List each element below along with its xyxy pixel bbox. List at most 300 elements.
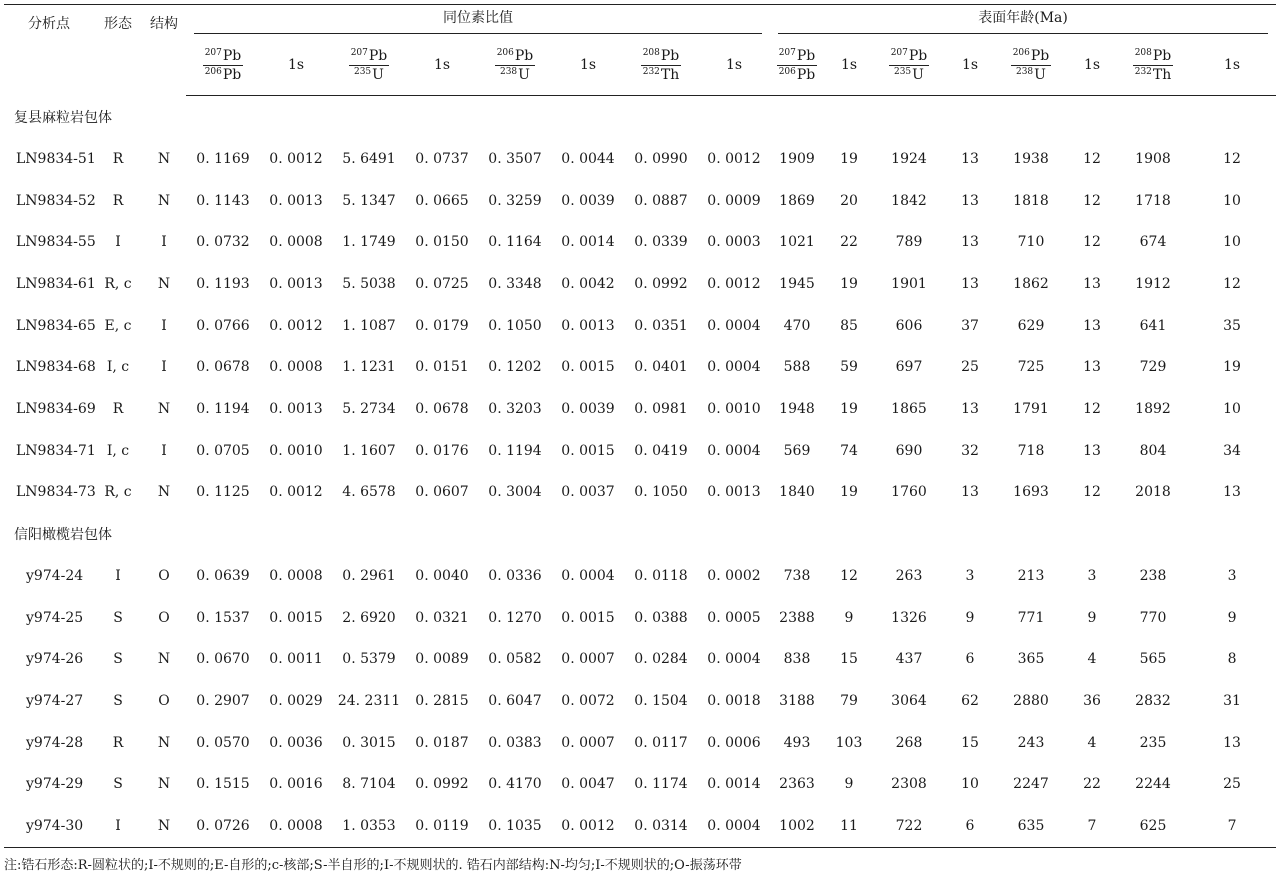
table-cell: 2308	[891, 776, 927, 793]
table-cell: 0. 0015	[561, 359, 615, 376]
table-cell: 0. 0007	[561, 734, 615, 751]
table-cell: I, c	[106, 442, 130, 459]
table-cell: 36	[1083, 693, 1101, 710]
table-cell: 1021	[779, 234, 815, 251]
table-cell: 4	[1087, 734, 1097, 751]
table-cell: 0. 1035	[478, 805, 552, 847]
table-cell: 1842	[891, 192, 927, 209]
table-cell: 13	[1223, 484, 1241, 501]
table-cell: 13	[961, 275, 979, 292]
table-cell: 1791	[1013, 400, 1049, 417]
table-row	[4, 430, 1276, 472]
table-cell: 0. 0042	[561, 275, 615, 292]
table-cell: 0. 1515	[196, 776, 250, 793]
table-cell: 1892	[1135, 400, 1171, 417]
table-cell: R, c	[104, 275, 132, 292]
table-cell: 13	[1083, 317, 1101, 334]
table-cell: 268	[895, 734, 923, 751]
table-header	[4, 5, 1276, 96]
table-cell: 15	[840, 651, 858, 668]
table-cell: 0. 0089	[415, 651, 469, 668]
table-cell: 9	[1087, 609, 1097, 626]
table-cell: R	[112, 400, 124, 417]
table-cell: 0. 0705	[196, 442, 250, 459]
analysis-point-cell: y974-26	[26, 651, 84, 668]
table-cell: 13	[961, 234, 979, 251]
table-cell: N	[157, 400, 171, 417]
table-cell: 470	[783, 317, 811, 334]
table-row	[4, 764, 1276, 806]
analysis-point-cell: y974-30	[4, 805, 94, 847]
table-cell: 2832	[1135, 693, 1171, 710]
table-cell: 0. 0013	[561, 317, 615, 334]
table-cell: 0. 0002	[707, 568, 761, 585]
table-cell: 0. 0010	[269, 442, 323, 459]
table-cell: 0. 4170	[488, 776, 542, 793]
age-col-header-0	[770, 35, 824, 96]
table-body	[4, 96, 1276, 848]
table-cell: 6	[965, 651, 975, 668]
table-cell: 635	[996, 805, 1066, 847]
table-cell: 0. 0639	[196, 568, 250, 585]
ratio-col-header-2	[478, 35, 552, 96]
table-cell: 0. 1174	[634, 776, 688, 793]
table-cell: 0. 0011	[269, 651, 323, 668]
table-cell: 13	[1083, 442, 1101, 459]
table-cell: 0. 1164	[488, 234, 542, 251]
table-cell: 0. 1194	[196, 400, 250, 417]
table-cell: 0. 0012	[269, 484, 323, 501]
table-cell: 0. 0012	[269, 317, 323, 334]
table-cell: 770	[1139, 609, 1167, 626]
table-cell: 0. 0766	[196, 317, 250, 334]
table-cell: 13	[961, 484, 979, 501]
table-cell: 0. 0678	[415, 400, 469, 417]
table-cell: 0. 0582	[488, 651, 542, 668]
table-cell: 0. 1504	[634, 693, 688, 710]
table-cell: 213	[1017, 568, 1045, 585]
table-cell: 1760	[891, 484, 927, 501]
col-header-point: 分析点	[28, 16, 70, 32]
table-cell: 0. 0009	[707, 192, 761, 209]
table-cell: 1948	[779, 400, 815, 417]
table-cell: 0. 1050	[634, 484, 688, 501]
table-cell: 19	[840, 400, 858, 417]
table-cell: 10	[1223, 192, 1241, 209]
table-cell: 789	[895, 234, 923, 251]
table-cell: 12	[1083, 150, 1101, 167]
table-row	[4, 346, 1276, 388]
table-cell: 19	[1223, 359, 1241, 376]
table-cell: 13	[961, 192, 979, 209]
table-cell: 3	[965, 568, 975, 585]
ratio-sigma-header-1: 1s	[406, 35, 478, 96]
table-cell: 0. 1194	[488, 442, 542, 459]
table-row	[4, 388, 1276, 430]
table-cell: 1908	[1135, 150, 1171, 167]
table-cell: 0. 0284	[634, 651, 688, 668]
table-cell: 1924	[891, 150, 927, 167]
ratio-sigma-header-2: 1s	[552, 35, 624, 96]
table-cell: R	[112, 192, 124, 209]
table-cell: 12	[1083, 192, 1101, 209]
table-cell: 0. 0607	[415, 484, 469, 501]
table-cell: 0. 0150	[415, 234, 469, 251]
table-cell: 8	[1227, 651, 1237, 668]
table-cell: 0. 0039	[561, 192, 615, 209]
table-cell: 0. 3259	[488, 192, 542, 209]
table-cell: 0. 0015	[269, 609, 323, 626]
table-cell: 10	[961, 776, 979, 793]
table-footnote: 注:锆石形态:R-圆粒状的;I-不规则的;E-自形的;c-核部;S-半自形的;I-不规则状的. 锆石内部结构:N-均匀;I-不规则状的;O-振荡环带	[4, 858, 742, 873]
table-cell: 588	[783, 359, 811, 376]
table-cell: 0. 1270	[488, 609, 542, 626]
table-cell: 79	[840, 693, 858, 710]
table-cell: 0. 0321	[415, 609, 469, 626]
table-cell: 5. 5038	[342, 275, 396, 292]
table-cell: 0. 0005	[707, 609, 761, 626]
table-row	[4, 263, 1276, 305]
table-cell: 34	[1223, 442, 1241, 459]
table-cell: 13	[1083, 359, 1101, 376]
table-cell: 3	[1087, 568, 1097, 585]
age-sigma-header-2: 1s	[1066, 35, 1118, 96]
table-cell: 19	[840, 275, 858, 292]
table-row	[4, 722, 1276, 764]
table-cell: 5. 2734	[342, 400, 396, 417]
table-cell: 0. 0981	[634, 400, 688, 417]
table-cell: 838	[783, 651, 811, 668]
ratio-col-header-1	[332, 35, 406, 96]
table-cell: 0. 5379	[342, 651, 396, 668]
table-cell: 0. 0016	[269, 776, 323, 793]
analysis-point-cell: y974-25	[26, 609, 84, 626]
table-cell: 0. 0732	[196, 234, 250, 251]
table-cell: 13	[961, 400, 979, 417]
col-header-structure: 结构	[150, 16, 178, 32]
table-cell: 12	[840, 568, 858, 585]
table-cell: S	[113, 651, 123, 668]
table-cell: 0. 0012	[707, 150, 761, 167]
table-cell: 1. 1749	[342, 234, 396, 251]
table-cell: 738	[783, 568, 811, 585]
table-cell: 606	[895, 317, 923, 334]
table-cell: 1818	[1013, 192, 1049, 209]
table-cell: 3064	[891, 693, 927, 710]
table-cell: 0. 0726	[186, 805, 260, 847]
table-cell: 0. 0383	[488, 734, 542, 751]
table-cell: 625	[1118, 805, 1188, 847]
table-row	[4, 180, 1276, 222]
analysis-point-cell: y974-24	[26, 568, 84, 585]
table-cell: 1912	[1135, 275, 1171, 292]
table-cell: 243	[1017, 734, 1045, 751]
table-cell: 2244	[1135, 776, 1171, 793]
table-cell: O	[158, 568, 170, 585]
table-cell: 0. 1169	[196, 150, 250, 167]
table-cell: R	[112, 150, 124, 167]
table-cell: 365	[1017, 651, 1045, 668]
table-cell: 0. 0351	[634, 317, 688, 334]
ratio-col-header-0	[186, 35, 260, 96]
table-cell: E, c	[104, 317, 132, 334]
table-cell: 565	[1139, 651, 1167, 668]
table-cell: 9	[1227, 609, 1237, 626]
table-cell: 0. 0990	[634, 150, 688, 167]
table-cell: 25	[961, 359, 979, 376]
table-cell: 6	[944, 805, 996, 847]
table-cell: 0. 0004	[707, 359, 761, 376]
table-cell: 674	[1139, 234, 1167, 251]
table-cell: 2363	[779, 776, 815, 793]
section-row	[4, 513, 1276, 555]
table-cell: 0. 0004	[707, 442, 761, 459]
table-cell: 24. 2311	[337, 693, 401, 710]
table-cell: 0. 1125	[196, 484, 250, 501]
table-cell: 74	[840, 442, 858, 459]
table-cell: 0. 0118	[634, 568, 688, 585]
table-row	[4, 472, 1276, 514]
isotope-ratio-fraction: $\frac{^{206}Pb}{^{238}U}$	[496, 47, 534, 83]
table-row	[4, 138, 1276, 180]
table-cell: I	[161, 317, 167, 334]
table-cell: 4	[1087, 651, 1097, 668]
table-cell: 1326	[891, 609, 927, 626]
table-cell: 0. 3348	[488, 275, 542, 292]
table-cell: 31	[1223, 693, 1241, 710]
age-col-header-1	[874, 35, 944, 96]
table-cell: 13	[961, 150, 979, 167]
table-cell: 437	[895, 651, 923, 668]
table-cell: 19	[840, 484, 858, 501]
table-cell: 0. 0040	[415, 568, 469, 585]
analysis-point-cell: LN9834-52	[16, 192, 96, 209]
table-row	[4, 805, 1276, 847]
table-cell: 32	[961, 442, 979, 459]
table-row	[4, 555, 1276, 597]
table-cell: 0. 0015	[561, 442, 615, 459]
table-cell: 59	[840, 359, 858, 376]
table-cell: 771	[1017, 609, 1045, 626]
table-cell: 0. 0176	[415, 442, 469, 459]
table-cell: 22	[1083, 776, 1101, 793]
table-cell: 0. 0004	[707, 317, 761, 334]
table-cell: 0. 0044	[561, 150, 615, 167]
table-cell: 0. 0670	[196, 651, 250, 668]
table-cell: 1865	[891, 400, 927, 417]
table-cell: 1901	[891, 275, 927, 292]
table-cell: 2018	[1135, 484, 1171, 501]
analysis-point-cell: LN9834-69	[16, 400, 96, 417]
table-cell: 0. 0012	[269, 150, 323, 167]
table-cell: 0. 1050	[488, 317, 542, 334]
table-cell: 690	[895, 442, 923, 459]
table-cell: 0. 0008	[269, 359, 323, 376]
table-cell: 0. 0151	[415, 359, 469, 376]
table-cell: 12	[1083, 234, 1101, 251]
table-cell: 0. 3015	[342, 734, 396, 751]
section-title: 复县麻粒岩包体	[14, 110, 112, 126]
table-cell: 1869	[779, 192, 815, 209]
table-cell: I	[115, 568, 121, 585]
table-cell: 263	[895, 568, 923, 585]
table-cell: 0. 2815	[415, 693, 469, 710]
table-cell: 0. 0992	[415, 776, 469, 793]
table-cell: 7	[1188, 805, 1276, 847]
table-cell: 729	[1139, 359, 1167, 376]
table-row	[4, 680, 1276, 722]
zircon-u-pb-table	[4, 4, 1276, 848]
table-cell: 0. 0010	[707, 400, 761, 417]
table-cell: 0. 0072	[561, 693, 615, 710]
table-cell: 62	[961, 693, 979, 710]
table-cell: 0. 0013	[269, 400, 323, 417]
table-cell: 0. 3004	[488, 484, 542, 501]
table-cell: 1. 0353	[332, 805, 406, 847]
table-cell: 9	[844, 776, 854, 793]
table-cell: 0. 0037	[561, 484, 615, 501]
table-cell: 0. 0678	[196, 359, 250, 376]
isotope-ratio-fraction: $\frac{^{207}Pb}{^{206}Pb}$	[778, 47, 816, 83]
table-cell: 0. 0314	[624, 805, 698, 847]
table-cell: 0. 0015	[561, 609, 615, 626]
table-cell: 37	[961, 317, 979, 334]
table-cell: 35	[1223, 317, 1241, 334]
table-cell: N	[157, 776, 171, 793]
analysis-point-cell: LN9834-71	[16, 442, 96, 459]
table-cell: 0. 0992	[634, 275, 688, 292]
table-cell: 0. 0570	[196, 734, 250, 751]
table-cell: 493	[783, 734, 811, 751]
table-cell: 0. 1193	[196, 275, 250, 292]
ratio-sigma-header-3: 1s	[698, 35, 770, 96]
table-cell: 0. 0179	[415, 317, 469, 334]
table-cell: 0. 0665	[415, 192, 469, 209]
age-sigma-header-0: 1s	[824, 35, 874, 96]
table-cell: 238	[1139, 568, 1167, 585]
table-cell: 19	[840, 150, 858, 167]
table-cell: 3	[1227, 568, 1237, 585]
table-cell: I	[161, 234, 167, 251]
table-cell: 0. 0029	[269, 693, 323, 710]
table-cell: 25	[1223, 776, 1241, 793]
age-col-header-3	[1118, 35, 1188, 96]
table-cell: N	[142, 805, 186, 847]
table-cell: 20	[840, 192, 858, 209]
table-cell: 697	[895, 359, 923, 376]
table-cell: 1718	[1135, 192, 1171, 209]
table-cell: 0. 3203	[488, 400, 542, 417]
table-cell: 2388	[779, 609, 815, 626]
table-cell: 235	[1139, 734, 1167, 751]
table-cell: 12	[1223, 150, 1241, 167]
table-cell: 5. 6491	[342, 150, 396, 167]
table-cell: 804	[1139, 442, 1167, 459]
table-cell: N	[157, 192, 171, 209]
isotope-ratio-fraction: $\frac{^{207}Pb}{^{235}U}$	[890, 47, 928, 83]
isotope-ratio-fraction: $\frac{^{208}Pb}{^{232}Th}$	[1134, 47, 1172, 83]
table-cell: 0. 6047	[488, 693, 542, 710]
table-cell: 0. 0117	[634, 734, 688, 751]
ratio-sigma-header-0: 1s	[260, 35, 332, 96]
table-cell: 1693	[1013, 484, 1049, 501]
table-cell: 0. 0336	[488, 568, 542, 585]
table-cell: 0. 0008	[260, 805, 332, 847]
ratio-col-header-3	[624, 35, 698, 96]
analysis-point-cell: LN9834-61	[16, 275, 96, 292]
section-title: 信阳橄榄岩包体	[14, 527, 112, 544]
table-cell: 2247	[1013, 776, 1049, 793]
table-cell: N	[157, 150, 171, 167]
table-cell: 0. 0013	[707, 484, 761, 501]
table-cell: 0. 0887	[634, 192, 688, 209]
analysis-point-cell: y974-27	[26, 693, 84, 710]
table-cell: 12	[1083, 400, 1101, 417]
table-cell: 0. 0187	[415, 734, 469, 751]
table-cell: 0. 0012	[552, 805, 624, 847]
age-col-header-2	[996, 35, 1066, 96]
table-cell: 722	[874, 805, 944, 847]
ratio-header-row	[4, 35, 1276, 96]
table-cell: 0. 0047	[561, 776, 615, 793]
table-cell: 0. 3507	[488, 150, 542, 167]
table-cell: N	[157, 275, 171, 292]
table-cell: 0. 0008	[269, 568, 323, 585]
age-sigma-header-3: 1s	[1188, 35, 1276, 96]
analysis-point-cell: LN9834-68	[16, 359, 96, 376]
table-cell: 2. 6920	[342, 609, 396, 626]
table-cell: 1002	[770, 805, 824, 847]
table-cell: 0. 0339	[634, 234, 688, 251]
table-cell: 0. 2907	[196, 693, 250, 710]
table-cell: 0. 0014	[561, 234, 615, 251]
table-cell: R	[112, 734, 124, 751]
table-cell: 0. 0737	[415, 150, 469, 167]
table-cell: 0. 0006	[707, 734, 761, 751]
table-cell: S	[113, 776, 123, 793]
table-cell: 12	[1083, 484, 1101, 501]
table-cell: 4. 6578	[342, 484, 396, 501]
analysis-point-cell: LN9834-55	[16, 234, 96, 251]
age-sigma-header-1: 1s	[944, 35, 996, 96]
table-cell: 11	[824, 805, 874, 847]
table-cell: 0. 0003	[707, 234, 761, 251]
table-cell: 0. 0388	[634, 609, 688, 626]
table-cell: 718	[1017, 442, 1045, 459]
table-cell: 22	[840, 234, 858, 251]
table-cell: 0. 0036	[269, 734, 323, 751]
table-cell: 0. 0012	[707, 275, 761, 292]
analysis-point-cell: y974-29	[26, 776, 84, 793]
table-cell: N	[157, 484, 171, 501]
table-row	[4, 639, 1276, 681]
analysis-point-cell: y974-28	[26, 734, 84, 751]
table-row	[4, 597, 1276, 639]
table-cell: 0. 0018	[707, 693, 761, 710]
isotope-ratio-fraction: $\frac{^{208}Pb}{^{232}Th}$	[642, 47, 680, 83]
isotope-ratio-fraction: $\frac{^{206}Pb}{^{238}U}$	[1012, 47, 1050, 83]
table-cell: 10	[1223, 234, 1241, 251]
table-cell: 0. 0004	[698, 805, 770, 847]
table-cell: 103	[835, 734, 863, 751]
table-cell: 569	[783, 442, 811, 459]
table-cell: I	[161, 359, 167, 376]
isotope-ratio-fraction: $\frac{^{207}Pb}{^{235}U}$	[350, 47, 388, 83]
table-cell: 1945	[779, 275, 815, 292]
table-cell: O	[158, 693, 170, 710]
table-cell: S	[113, 609, 123, 626]
table-cell: 10	[1223, 400, 1241, 417]
